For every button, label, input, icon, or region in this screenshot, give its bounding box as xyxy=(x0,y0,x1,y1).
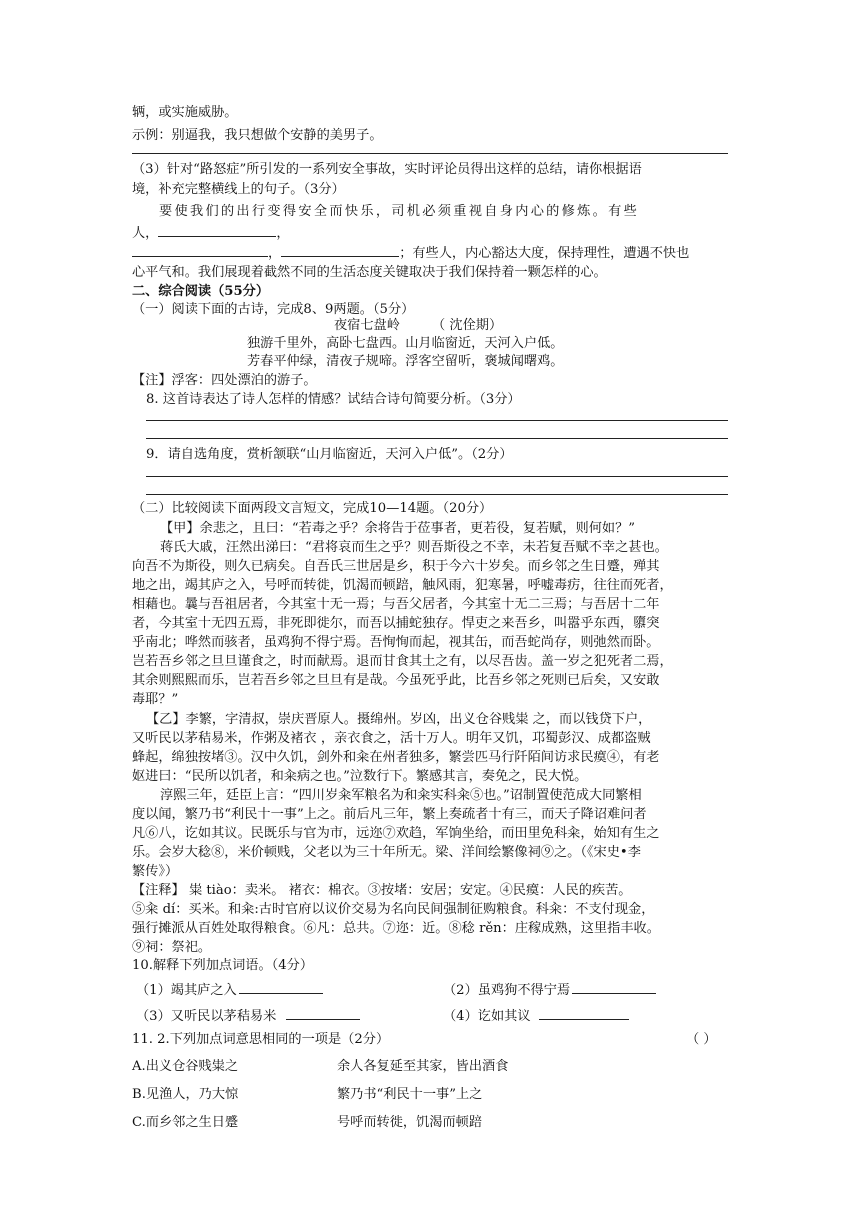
passage-a-line: 地之出，竭其庐之入，号呼而转徙，饥渴而顿踣，触风雨，犯寒暑，呼嘘毒疠，往往而死者， xyxy=(132,578,673,593)
passage-a-line: 者，今其室十无四五焉，非死即徙尔，而吾以捕蛇独存。悍吏之来吾乡，叫嚣乎东西，隳突 xyxy=(132,616,660,631)
part-1-heading: （一）阅读下面的古诗，完成8、9两题。（5分） xyxy=(132,302,415,317)
fill-passage-line2 xyxy=(132,223,290,242)
text-line: 辆，或实施威胁。 xyxy=(132,105,238,120)
fill-passage-line1: 要使我们的出行变得安全而快乐，司机必须重视自身内心的修炼。有些 xyxy=(159,204,640,219)
question-10-item xyxy=(443,980,656,999)
item-text: （1）竭其庐之入 xyxy=(136,983,237,998)
fill-passage-line3 xyxy=(132,243,689,262)
passage-b-line: 妪进曰：“民所以饥者，和籴病之也。”泣数行下。繁感其言，奏免之，民大悦。 xyxy=(132,769,588,784)
question-10-item xyxy=(443,1006,629,1025)
passage-a-line: 毒耶？” xyxy=(132,692,179,707)
fill-text: ；有些人，内心豁达大度，保持理性，遭遇不快也 xyxy=(399,246,690,261)
question-3-line2: 境，补充完整横线上的句子。（3分） xyxy=(132,182,345,197)
item-text: （2）虽鸡狗不得宁焉 xyxy=(443,983,571,998)
notes-line: 强行摊派从百姓处取得粮食。⑥凡：总共。⑦迩：近。⑧稔 rěn：庄稼成熟，这里指丰收。 xyxy=(132,921,660,936)
part-2-heading: （二）比较阅读下面两段文言短文，完成10—14题。（20分） xyxy=(132,501,493,516)
passage-b-line: 度以闻，繁乃书“利民十一事”上之。前后凡三年，繁上奏疏者十有三，而天子降诏难问者 xyxy=(132,807,647,822)
example-line: 示例：别逼我，我只想做个安静的美男子。 xyxy=(132,128,383,143)
poem-title: 夜宿七盘岭 xyxy=(334,318,400,333)
passage-a-line: 乎南北；哗然而骇者，虽鸡狗不得宁焉。吾恂恂而起，视其缶，而吾蛇尚存，则弛然而卧。 xyxy=(132,635,660,650)
answer-line[interactable] xyxy=(146,494,728,495)
passage-a-line: 其余则熙熙而乐，岂若吾乡邻之旦旦有是哉。今虽死乎此，比吾乡邻之死则已后矣，又安敢 xyxy=(132,673,660,688)
answer-blank[interactable] xyxy=(239,980,323,994)
notes-line: 【注释】 粜 tiào：卖米。 褚衣：棉衣。③按堵：安居；安定。④民瘼：人民的疾苦。 xyxy=(132,883,632,898)
answer-parentheses[interactable]: （ ） xyxy=(686,1032,717,1047)
answer-blank[interactable] xyxy=(572,980,656,994)
fill-blank[interactable] xyxy=(132,243,268,257)
fill-text: 人， xyxy=(132,226,159,241)
fill-blank[interactable] xyxy=(281,243,399,257)
passage-a-line: 向吾不为斯役，则久已病矣。自吾氏三世居是乡，积于今六十岁矣。而乡邻之生日蹙，殚其 xyxy=(132,559,660,574)
answer-blank[interactable] xyxy=(539,1006,629,1020)
passage-a-line: 岂若吾乡邻之旦旦谨食之，时而献焉。退而甘食其土之有，以尽吾齿。盖一岁之犯死者二焉， xyxy=(132,654,673,669)
poem-author: （ 沈佺期） xyxy=(432,318,503,333)
option-b-left: B.见渔人，乃大惊 xyxy=(132,1087,239,1102)
option-a-left: A.出义仓谷贱粜之 xyxy=(132,1059,239,1074)
poem-note: 【注】浮客：四处漂泊的游子。 xyxy=(132,373,317,388)
question-9: 9．请自选角度，赏析颔联“山月临窗近，天河入户低”。（2分） xyxy=(146,447,513,462)
passage-a-line: 蒋氏大戚，汪然出涕曰：“君将哀而生之乎？则吾斯役之不幸，未若复吾赋不幸之甚也。 xyxy=(160,540,668,555)
option-a-right: 余人各复延至其家，皆出酒食 xyxy=(337,1059,509,1074)
notes-line: ⑤籴 dí：买米。和籴:古时官府以议价交易为名向民间强制征购粮食。科籴：不支付现金， xyxy=(132,902,655,917)
fill-blank[interactable] xyxy=(158,223,276,237)
section-heading: 二、综合阅读（55分） xyxy=(132,284,270,299)
answer-blank[interactable] xyxy=(286,1006,360,1020)
option-b-right: 繁乃书“利民十一事”上之 xyxy=(337,1087,483,1102)
question-10: 10.解释下列加点词语。（4分） xyxy=(132,958,314,973)
answer-line[interactable] xyxy=(132,153,728,154)
question-10-item xyxy=(136,1006,360,1025)
fill-text: ， xyxy=(268,246,282,261)
item-text: （3）又听民以茅秸易米 xyxy=(136,1009,277,1024)
passage-b-line: 淳熙三年，廷臣上言：“四川岁籴军粮名为和籴实科籴⑤也。”诏制置使范成大同繁相 xyxy=(160,788,642,803)
item-text: （4）讫如其议 xyxy=(443,1009,531,1024)
answer-line[interactable] xyxy=(146,476,728,477)
question-8: 8. 这首诗表达了诗人怎样的情感？试结合诗句简要分析。（3分） xyxy=(146,392,521,407)
question-10-item xyxy=(136,980,323,999)
passage-a-line: 相藉也。曩与吾祖居者，今其室十无一焉；与吾父居者，今其室十无二三焉；与吾居十二年 xyxy=(132,597,660,612)
passage-b-line: 蜂起，绵独按堵③。汉中久饥，剑外和籴在州者独多，繁尝匹马行阡陌间访求民瘼④，有老 xyxy=(132,750,660,765)
passage-b-line: 凡⑥八，讫如其议。民既乐与官为市，远迩⑦欢趋，军饷坐给，而田里免科籴，始知有生之 xyxy=(132,826,660,841)
answer-line[interactable] xyxy=(146,420,728,421)
question-3-line1: （3）针对“路怒症”所引发的一系列安全事故，实时评论员得出这样的总结，请你根据语 xyxy=(132,162,642,177)
passage-b-line: 繁传》） xyxy=(132,864,179,879)
option-c-right: 号呼而转徙，饥渴而顿踣 xyxy=(337,1115,483,1130)
answer-line[interactable] xyxy=(146,438,728,439)
poem-line: 独游千里外，高卧七盘西。山月临窗近，天河入户低。 xyxy=(247,336,564,351)
passage-b-line: 又听民以茅秸易米，作粥及褚衣 ，亲衣食之，活十万人。明年又饥，邛蜀彭汉、成都盗贼 xyxy=(132,731,651,746)
fill-passage-line4: 心平气和。我们展现着截然不同的生活态度关键取决于我们保持着一颗怎样的心。 xyxy=(132,265,607,280)
poem-line: 芳春平仲绿，清夜子规啼。浮客空留听，褒城闻曙鸡。 xyxy=(247,354,564,369)
notes-line: ⑨祠：祭祀。 xyxy=(132,940,212,955)
fill-text: ， xyxy=(276,226,290,241)
passage-b-line: 【乙】李繁，字清叔，崇庆晋原人。摄绵州。岁凶，出义仓谷贱粜 之，而以钱贷下户， xyxy=(146,712,652,727)
passage-a-line: 【甲】余悲之，且曰：“若毒之乎？余将告于莅事者，更若役，复若赋，则何如？” xyxy=(160,521,636,536)
option-c-left: C.而乡邻之生日蹙 xyxy=(132,1115,239,1130)
question-11: 11. 2.下列加点词意思相同的一项是（2分） xyxy=(132,1032,390,1047)
passage-b-line: 乐。会岁大稔⑧，米价顿贱，父老以为三十年所无。梁、洋间绘繁像祠⑨之。（《宋史•李 xyxy=(132,845,641,860)
